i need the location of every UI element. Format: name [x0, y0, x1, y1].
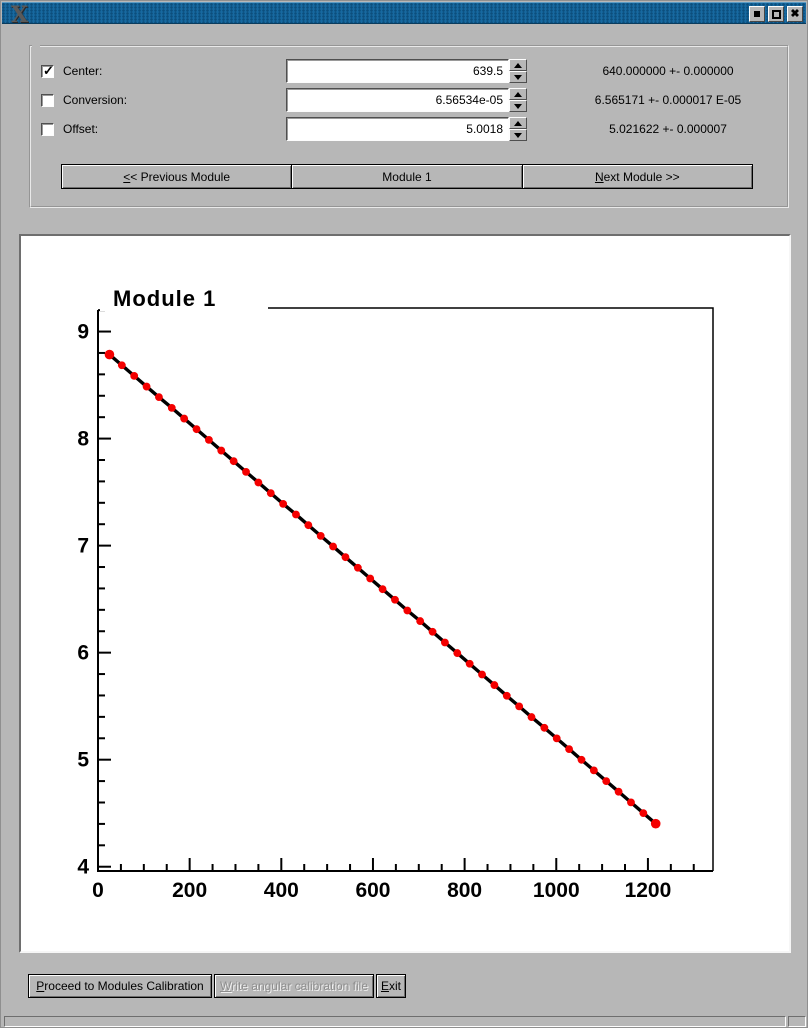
conversion-field-frame — [286, 88, 509, 112]
calibration-parameters-groupbox — [29, 45, 789, 208]
offset-spinbox — [286, 117, 527, 141]
conversion-spinbox — [286, 88, 527, 112]
conversion-row — [41, 88, 127, 112]
arrow-up-icon — [514, 63, 522, 68]
center-spin-up-button[interactable] — [509, 59, 527, 71]
conversion-checkbox-label: Conversion: — [63, 93, 128, 107]
conversion-input[interactable] — [287, 89, 508, 111]
maximize-button[interactable] — [768, 6, 784, 22]
svg-text:600: 600 — [355, 879, 391, 902]
arrow-down-icon — [514, 75, 522, 80]
titlebar-buttons — [749, 6, 803, 22]
next-module-button[interactable]: N ext Module >> — [522, 164, 753, 189]
offset-checkbox[interactable] — [41, 123, 54, 136]
arrow-down-icon — [514, 133, 522, 138]
svg-text:9: 9 — [77, 320, 89, 344]
maximize-icon — [772, 10, 781, 19]
svg-text:5: 5 — [77, 748, 89, 772]
offset-spin-up-button[interactable] — [509, 117, 527, 129]
offset-row — [41, 117, 98, 141]
conversion-checkbox[interactable] — [41, 94, 54, 107]
current-module-button[interactable]: Module 1 — [291, 164, 522, 189]
svg-text:1200: 1200 — [624, 879, 672, 902]
close-icon: ✖ — [790, 7, 800, 20]
conversion-fit-result: 6.565171 +- 0.000017 E-05 — [594, 93, 742, 107]
proceed-calibration-button[interactable]: P roceed to Modules Calibration — [28, 974, 212, 998]
arrow-down-icon — [514, 104, 522, 109]
conversion-spin-down-button[interactable] — [509, 100, 527, 112]
groupbox-notch — [32, 44, 40, 48]
module-nav — [61, 164, 753, 189]
chart-title: Module 1 — [113, 286, 217, 311]
center-field-frame — [286, 59, 509, 83]
arrow-up-icon — [514, 92, 522, 97]
center-spinbox — [286, 59, 527, 83]
svg-text:4: 4 — [77, 855, 89, 879]
center-checkbox-label: Center: — [63, 64, 103, 78]
svg-text:0: 0 — [92, 879, 104, 902]
exit-button[interactable]: E xit — [376, 974, 406, 998]
x-logo-icon: X — [11, 2, 29, 28]
svg-text:800: 800 — [447, 879, 483, 902]
center-checkbox[interactable] — [41, 62, 54, 78]
plot-canvas-panel — [19, 234, 791, 953]
minimize-icon — [754, 11, 760, 17]
center-row — [41, 59, 102, 83]
svg-text:1000: 1000 — [532, 879, 580, 902]
conversion-spin-up-button[interactable] — [509, 88, 527, 100]
status-bar — [4, 1016, 786, 1027]
svg-text:400: 400 — [263, 879, 299, 902]
write-calibration-file-button[interactable]: W rite angular calibration file — [214, 974, 374, 998]
offset-input[interactable] — [287, 118, 508, 140]
arrow-up-icon — [514, 121, 522, 126]
svg-text:200: 200 — [172, 879, 208, 902]
offset-spin-down-button[interactable] — [509, 129, 527, 141]
previous-module-button[interactable]: < < Previous Module — [61, 164, 292, 189]
close-button[interactable] — [787, 6, 803, 22]
svg-text:8: 8 — [77, 427, 89, 451]
checkmark-icon: ✓ — [43, 62, 54, 78]
center-fit-result: 640.000000 +- 0.000000 — [602, 64, 734, 78]
resize-grip[interactable] — [788, 1016, 806, 1027]
offset-checkbox-label: Offset: — [63, 122, 99, 136]
module-calibration-plot — [21, 236, 789, 951]
center-spin-down-button[interactable] — [509, 71, 527, 83]
titlebar[interactable] — [2, 2, 806, 28]
svg-text:6: 6 — [77, 641, 89, 665]
minimize-button[interactable] — [749, 6, 765, 22]
offset-field-frame — [286, 117, 509, 141]
svg-text:7: 7 — [77, 534, 89, 558]
center-input[interactable] — [287, 60, 508, 82]
offset-fit-result: 5.021622 +- 0.000007 — [609, 122, 727, 136]
